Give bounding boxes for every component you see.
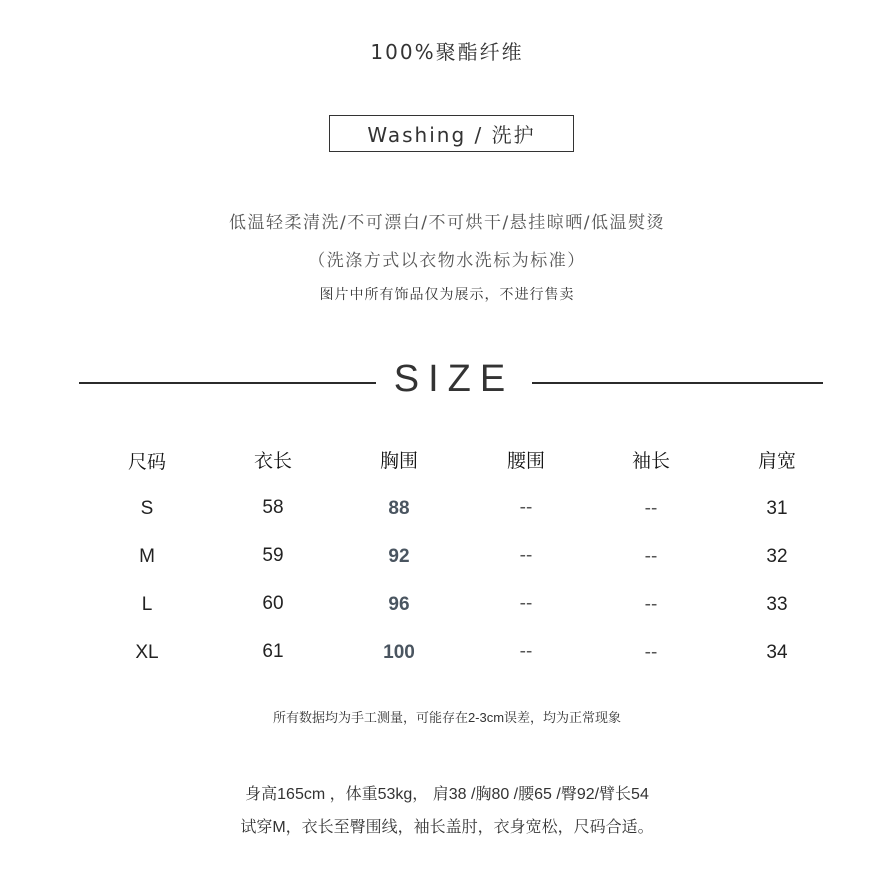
row-xl-shoulder: 34 xyxy=(766,642,788,663)
care-note: （洗涤方式以衣物水洗标为标准） xyxy=(308,251,586,271)
size-title: SIZE xyxy=(393,358,515,400)
row-m-waist: -- xyxy=(519,545,533,566)
row-l-size: L xyxy=(141,594,153,615)
row-l-sleeve: -- xyxy=(644,594,658,615)
row-s-sleeve: -- xyxy=(644,498,658,519)
divider-left xyxy=(79,382,376,384)
row-xl-length: 61 xyxy=(262,641,284,662)
accessory-display-note: 图片中所有饰品仅为展示，不进行售卖 xyxy=(319,287,575,303)
header-shoulder: 肩宽 xyxy=(757,451,796,472)
washing-heading-box xyxy=(329,115,574,152)
row-xl-waist: -- xyxy=(519,641,533,662)
row-l-waist: -- xyxy=(519,593,533,614)
row-l-chest: 96 xyxy=(388,594,410,615)
row-s-size: S xyxy=(140,498,154,519)
row-l-length: 60 xyxy=(262,593,284,614)
material-text: 100%聚酯纤维 xyxy=(370,40,524,64)
header-chest: 胸围 xyxy=(379,451,418,472)
washing-heading: Washing / 洗护 xyxy=(367,123,536,147)
row-s-length: 58 xyxy=(262,497,284,518)
row-m-chest: 92 xyxy=(388,546,410,567)
row-m-sleeve: -- xyxy=(644,546,658,567)
header-size: 尺码 xyxy=(127,452,166,473)
measurement-note: 所有数据均为手工测量，可能存在2-3cm误差，均为正常现象 xyxy=(272,710,622,725)
row-s-chest: 88 xyxy=(388,498,410,519)
row-s-waist: -- xyxy=(519,497,533,518)
row-l-shoulder: 33 xyxy=(766,594,788,615)
row-m-shoulder: 32 xyxy=(766,546,788,567)
row-xl-size: XL xyxy=(135,642,159,663)
header-length: 衣长 xyxy=(253,451,292,472)
header-waist: 腰围 xyxy=(506,451,545,472)
row-m-size: M xyxy=(139,546,155,567)
row-xl-sleeve: -- xyxy=(644,642,658,663)
row-xl-chest: 100 xyxy=(383,642,415,663)
model-fit-note: 试穿M，衣长至臀围线，袖长盖肘，衣身宽松，尺码合适。 xyxy=(240,819,654,836)
model-stats: 身高165cm ，体重53kg， 肩38 /胸80 /腰65 /臀92/臂长54 xyxy=(245,786,649,803)
care-instructions: 低温轻柔清洗/不可漂白/不可烘干/悬挂晾晒/低温熨烫 xyxy=(229,213,665,233)
row-s-shoulder: 31 xyxy=(766,498,788,519)
header-sleeve: 袖长 xyxy=(631,451,670,472)
divider-right xyxy=(532,382,823,384)
row-m-length: 59 xyxy=(262,545,284,566)
